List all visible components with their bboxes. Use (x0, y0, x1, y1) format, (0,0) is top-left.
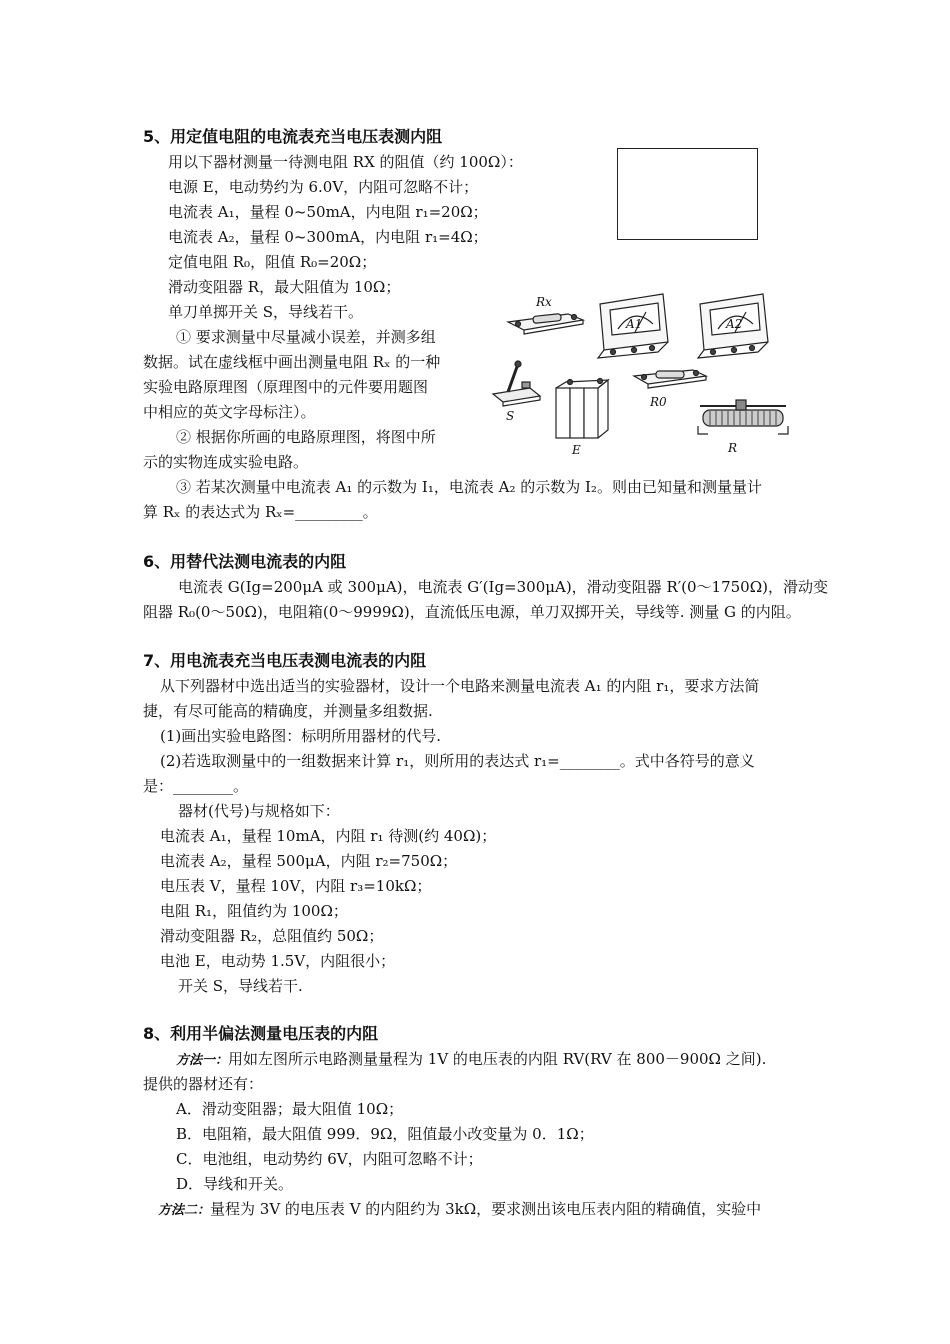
s7-line-11: 电池 E，电动势 1.5V，内阻很小； (160, 952, 396, 970)
s8-line-0: 提供的器材还有： (143, 1075, 264, 1093)
s5-line-12: 示的实物连成实验电路。 (143, 453, 309, 471)
s5-line-10: 中相应的英文字母标注）。 (143, 403, 316, 421)
s7-line-6: 电流表 A₁，量程 10mA，内阻 r₁ 待测(约 40Ω)； (160, 827, 497, 845)
s5-line-4: 定值电阻 R₀，阻值 R₀=20Ω； (168, 253, 377, 271)
s5-line-8: 数据。试在虚线框中画出测量电阻 Rₓ 的一种 (143, 353, 441, 371)
s5-line-14: 算 Rₓ 的表达式为 Rₓ=_________。 (143, 503, 378, 521)
s5-line-6: 单刀单掷开关 S，导线若干。 (168, 303, 364, 321)
s7-line-2: (1)画出实验电路图：标明所用器材的代号. (160, 727, 442, 745)
s7-line-4: 是：________。 (143, 777, 249, 795)
method2-label: 方法二： (158, 1203, 211, 1218)
section-8-heading: 8、利用半偏法测量电压表的内阻 (143, 1024, 379, 1043)
label-rx: Rx (536, 295, 552, 309)
s5-line-7: ① 要求测量中尽量减小误差，并测多组 (176, 328, 436, 346)
section-6-heading: 6、用替代法测电流表的内阻 (143, 552, 347, 571)
s7-line-1: 捷，有尽可能高的精确度，并测量多组数据. (143, 702, 433, 720)
s6-line-0: 电流表 G(Ig=200μA 或 300μA)，电流表 G′(Ig=300μA)，滑动变阻器 R′(0～1750Ω)，滑动变 (178, 578, 829, 596)
s5-line-9: 实验电路原理图（原理图中的元件要用题图 (143, 378, 429, 396)
s5-line-5: 滑动变阻器 R，最大阻值为 10Ω； (168, 278, 401, 296)
equipment-illustration (488, 284, 810, 460)
s6-line-1: 阻器 R₀(0～50Ω)，电阻箱(0～9999Ω)，直流低压电源，单刀双掷开关，导线等. 测量 G 的内阻。 (143, 603, 801, 621)
label-e: E (572, 443, 581, 457)
s7-line-7: 电流表 A₂，量程 500μA，内阻 r₂=750Ω； (160, 852, 458, 870)
s7-line-0: 从下列器材中选出适当的实验器材，设计一个电路来测量电流表 A₁ 的内阻 r₁，要求方法简 (160, 677, 760, 695)
section-5-heading: 5、用定值电阻的电流表充当电压表测内阻 (143, 127, 443, 146)
circuit-drawing-box (617, 148, 758, 240)
s5-line-13: ③ 若某次测量中电流表 A₁ 的示数为 I₁，电流表 A₂ 的示数为 I₂。则由已知量和测量量计 (176, 478, 762, 496)
method1-label: 方法一： (176, 1053, 229, 1068)
s5-line-11: ② 根据你所画的电路原理图，将图中所 (176, 428, 436, 446)
s8-method2: 方法二：量程为 3V 的电压表 V 的内阻约为 3kΩ，要求测出该电压表内阻的精确值，实验中 (158, 1200, 762, 1218)
s7-line-9: 电阻 R₁，阻值约为 100Ω； (160, 902, 348, 920)
label-a2: A2 (726, 317, 743, 331)
s8-option-c: C．电池组，电动势约 6V，内阻可忽略不计； (176, 1150, 483, 1168)
label-s: S (506, 409, 515, 423)
label-a1: A1 (626, 317, 643, 331)
s7-line-5: 器材(代号)与规格如下： (178, 802, 340, 820)
s7-line-3: (2)若选取测量中的一组数据来计算 r₁，则所用的表达式 r₁=________。式中各符号的意义 (160, 752, 755, 770)
s5-line-2: 电流表 A₁，量程 0~50mA，内电阻 r₁=20Ω； (168, 203, 488, 221)
label-r: R (728, 441, 738, 455)
label-r0: R0 (650, 395, 667, 409)
s8-option-d: D．导线和开关。 (176, 1175, 294, 1193)
s8-option-a: A．滑动变阻器；最大阻值 10Ω； (176, 1100, 404, 1118)
s8-option-b: B．电阻箱，最大阻值 999．9Ω，阻值最小改变量为 0．1Ω； (176, 1125, 594, 1143)
s7-line-12: 开关 S，导线若干. (178, 977, 303, 995)
section-7-heading: 7、用电流表充当电压表测电流表的内阻 (143, 651, 427, 670)
s5-line-3: 电流表 A₂，量程 0~300mA，内电阻 r₁=4Ω； (168, 228, 488, 246)
s7-line-8: 电压表 V，量程 10V，内阻 r₃=10kΩ； (160, 877, 432, 895)
s5-line-1: 电源 E，电动势约为 6.0V，内阻可忽略不计； (168, 178, 479, 196)
s8-method1: 方法一：用如左图所示电路测量量程为 1V 的电压表的内阻 RV(RV 在 800－900Ω 之间). (176, 1050, 767, 1068)
s5-line-0: 用以下器材测量一待测电阻 RX 的阻值（约 100Ω）： (168, 153, 523, 171)
s7-line-10: 滑动变阻器 R₂，总阻值约 50Ω； (160, 927, 384, 945)
